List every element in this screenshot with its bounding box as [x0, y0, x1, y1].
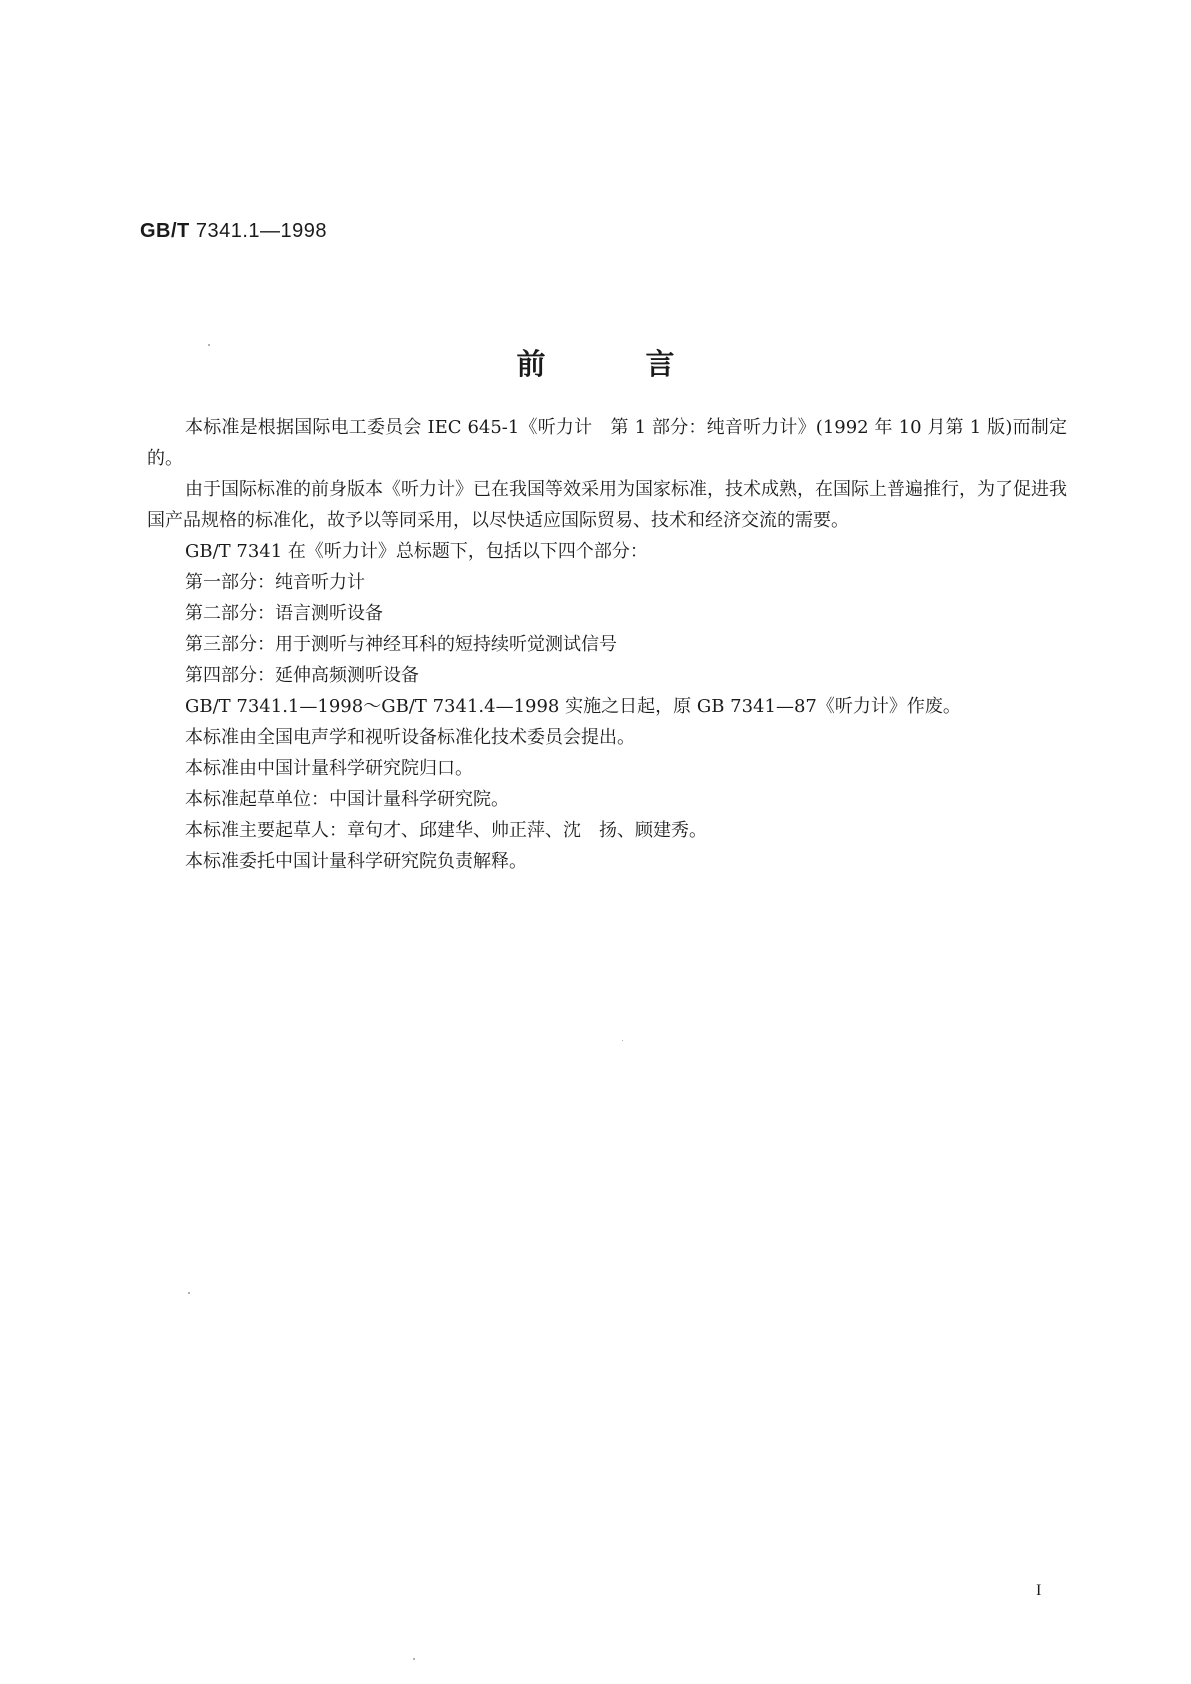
- foreword-body: [147, 412, 1067, 877]
- paragraph: 本标准起草单位：中国计量科学研究院。: [185, 789, 509, 810]
- standard-number: 7341.1—1998: [195, 220, 328, 242]
- page-number: I: [1036, 1582, 1042, 1599]
- paragraph: 本标准是根据国际电工委员会 IEC 645-1《听力计 第 1 部分：纯音听力计》(1992 年 10 月第 1 版)而制定的。: [147, 417, 1067, 469]
- paragraph: 本标准委托中国计量科学研究院负责解释。: [185, 851, 527, 872]
- scan-speck: [208, 344, 210, 346]
- page-title: [0, 342, 1191, 383]
- scan-speck: [188, 1292, 190, 1294]
- paragraph: 第一部分：纯音听力计: [185, 572, 365, 593]
- standard-code: [140, 220, 327, 243]
- title-char-2: 言: [645, 347, 675, 381]
- paragraph: 由于国际标准的前身版本《听力计》已在我国等效采用为国家标准，技术成熟，在国际上普遍推行，为了促进我国产品规格的标准化，故予以等同采用，以尽快适应国际贸易、技术和经济交流的需要。: [147, 479, 1067, 531]
- paragraph: 本标准主要起草人：章句才、邱建华、帅正萍、沈 扬、顾建秀。: [185, 820, 707, 841]
- paragraph: 本标准由全国电声学和视听设备标准化技术委员会提出。: [185, 727, 635, 748]
- paragraph: GB/T 7341 在《听力计》总标题下，包括以下四个部分：: [185, 541, 648, 562]
- paragraph: 第四部分：延伸高频测听设备: [185, 665, 419, 686]
- scan-speck: [413, 1658, 415, 1660]
- paragraph: 第三部分：用于测听与神经耳科的短持续听觉测试信号: [185, 634, 617, 655]
- paragraph: GB/T 7341.1—1998～GB/T 7341.4—1998 实施之日起，原 GB 7341—87《听力计》作废。: [185, 696, 961, 717]
- title-char-1: 前: [516, 347, 546, 381]
- paragraph: 第二部分：语言测听设备: [185, 603, 383, 624]
- paragraph: 本标准由中国计量科学研究院归口。: [185, 758, 473, 779]
- scan-speck: [622, 1040, 623, 1041]
- standard-prefix: GB/T: [140, 220, 190, 242]
